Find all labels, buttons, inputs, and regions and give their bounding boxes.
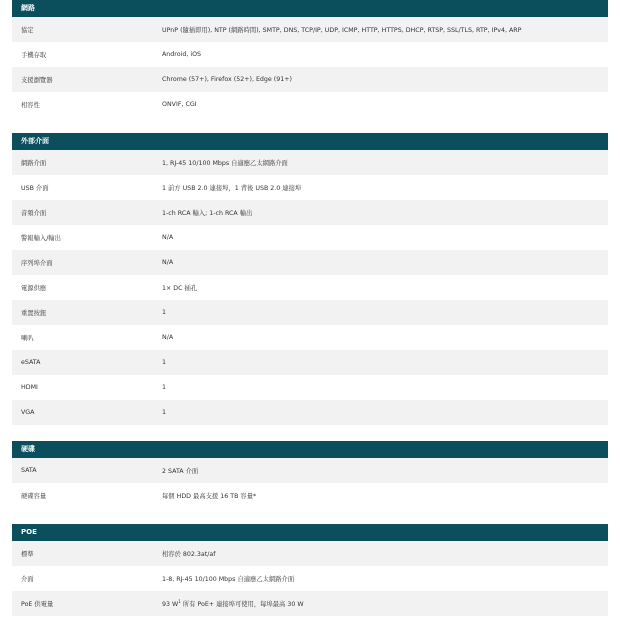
section-network	[12, 0, 608, 117]
spec-table	[12, 0, 608, 616]
row-label: 重置按鈕	[21, 310, 47, 317]
row-value: 1-ch RCA 輸入; 1-ch RCA 輸出	[162, 210, 253, 217]
row-value: Chrome (57+), Firefox (52+), Edge (91+)	[162, 76, 293, 83]
table-row	[12, 225, 608, 250]
row-value: 1× DC 插孔	[162, 285, 198, 292]
table-row	[12, 375, 608, 400]
table-row	[12, 17, 608, 42]
table-row	[12, 175, 608, 200]
table-row	[12, 483, 608, 508]
row-value: 1	[162, 384, 167, 391]
table-row	[12, 350, 608, 375]
row-value: 每個 HDD 最高支援 16 TB 容量*	[162, 493, 257, 500]
table-row	[12, 275, 608, 300]
section-hard-disk	[12, 441, 608, 508]
row-value: UPnP (隨插即用), NTP (網路時間), SMTP, DNS, TCP/IP, UDP, ICMP, HTTP, HTTPS, DHCP, RTSP, SSL/TLS, RTP, IPv4, ARP	[162, 27, 522, 34]
row-label: 電源供應	[21, 285, 47, 292]
row-label: 喇叭	[21, 335, 34, 342]
row-value: 1	[162, 309, 167, 316]
row-value: 相容於 802.3at/af	[162, 551, 216, 558]
row-label: VGA	[21, 409, 35, 416]
row-label: HDMI	[21, 384, 38, 391]
table-row	[12, 150, 608, 175]
row-label: USB 介面	[21, 185, 49, 192]
row-value: N/A	[162, 259, 174, 266]
row-value: 1, RJ-45 10/100 Mbps 自適應乙太網路介面	[162, 160, 288, 167]
table-row	[12, 200, 608, 225]
section-title: 硬碟	[12, 441, 608, 458]
row-label: 支援瀏覽器	[21, 77, 53, 84]
table-row	[12, 92, 608, 117]
row-label: 序列埠介面	[21, 260, 53, 267]
row-label: 硬碟容量	[21, 493, 47, 500]
row-value: N/A	[162, 334, 174, 341]
row-label: 網路介面	[21, 160, 47, 167]
table-row	[12, 250, 608, 275]
section-title: 網路	[12, 0, 608, 17]
table-row	[12, 67, 608, 92]
table-row	[12, 300, 608, 325]
row-label: 警報輸入/輸出	[21, 235, 61, 242]
table-row	[12, 566, 608, 591]
row-value: Android, iOS	[162, 51, 202, 58]
section-title: 外部介面	[12, 133, 608, 150]
row-value: 2 SATA 介面	[162, 468, 199, 475]
row-label: PoE 供電量	[21, 601, 54, 608]
row-value: ONVIF, CGI	[162, 101, 197, 108]
row-label: 相容性	[21, 102, 40, 109]
row-label: 手機存取	[21, 52, 47, 59]
table-row	[12, 458, 608, 483]
row-label: 標準	[21, 551, 34, 558]
row-label: 協定	[21, 27, 34, 34]
row-label: SATA	[21, 467, 37, 474]
table-row	[12, 400, 608, 425]
table-row	[12, 591, 608, 616]
row-value: 93 $W^1$ 所有 PoE+ 連接埠可使用，每埠最高 30 W	[162, 598, 304, 609]
row-value: 1 前方 USB 2.0 連接埠，1 背後 USB 2.0 連接埠	[162, 185, 302, 192]
section-external-interface	[12, 133, 608, 425]
row-value: N/A	[162, 234, 174, 241]
row-label: 介面	[21, 576, 34, 583]
row-value: 1-8, RJ-45 10/100 Mbps 自適應乙太網路介面	[162, 576, 295, 583]
table-row	[12, 325, 608, 350]
table-row	[12, 42, 608, 67]
footnote-marker: 1	[178, 598, 181, 604]
row-label: eSATA	[21, 359, 41, 366]
row-value: 1	[162, 359, 167, 366]
table-row	[12, 541, 608, 566]
row-value: 1	[162, 409, 167, 416]
row-label: 音頻介面	[21, 210, 47, 217]
section-poe	[12, 524, 608, 616]
section-title: POE	[12, 524, 608, 541]
